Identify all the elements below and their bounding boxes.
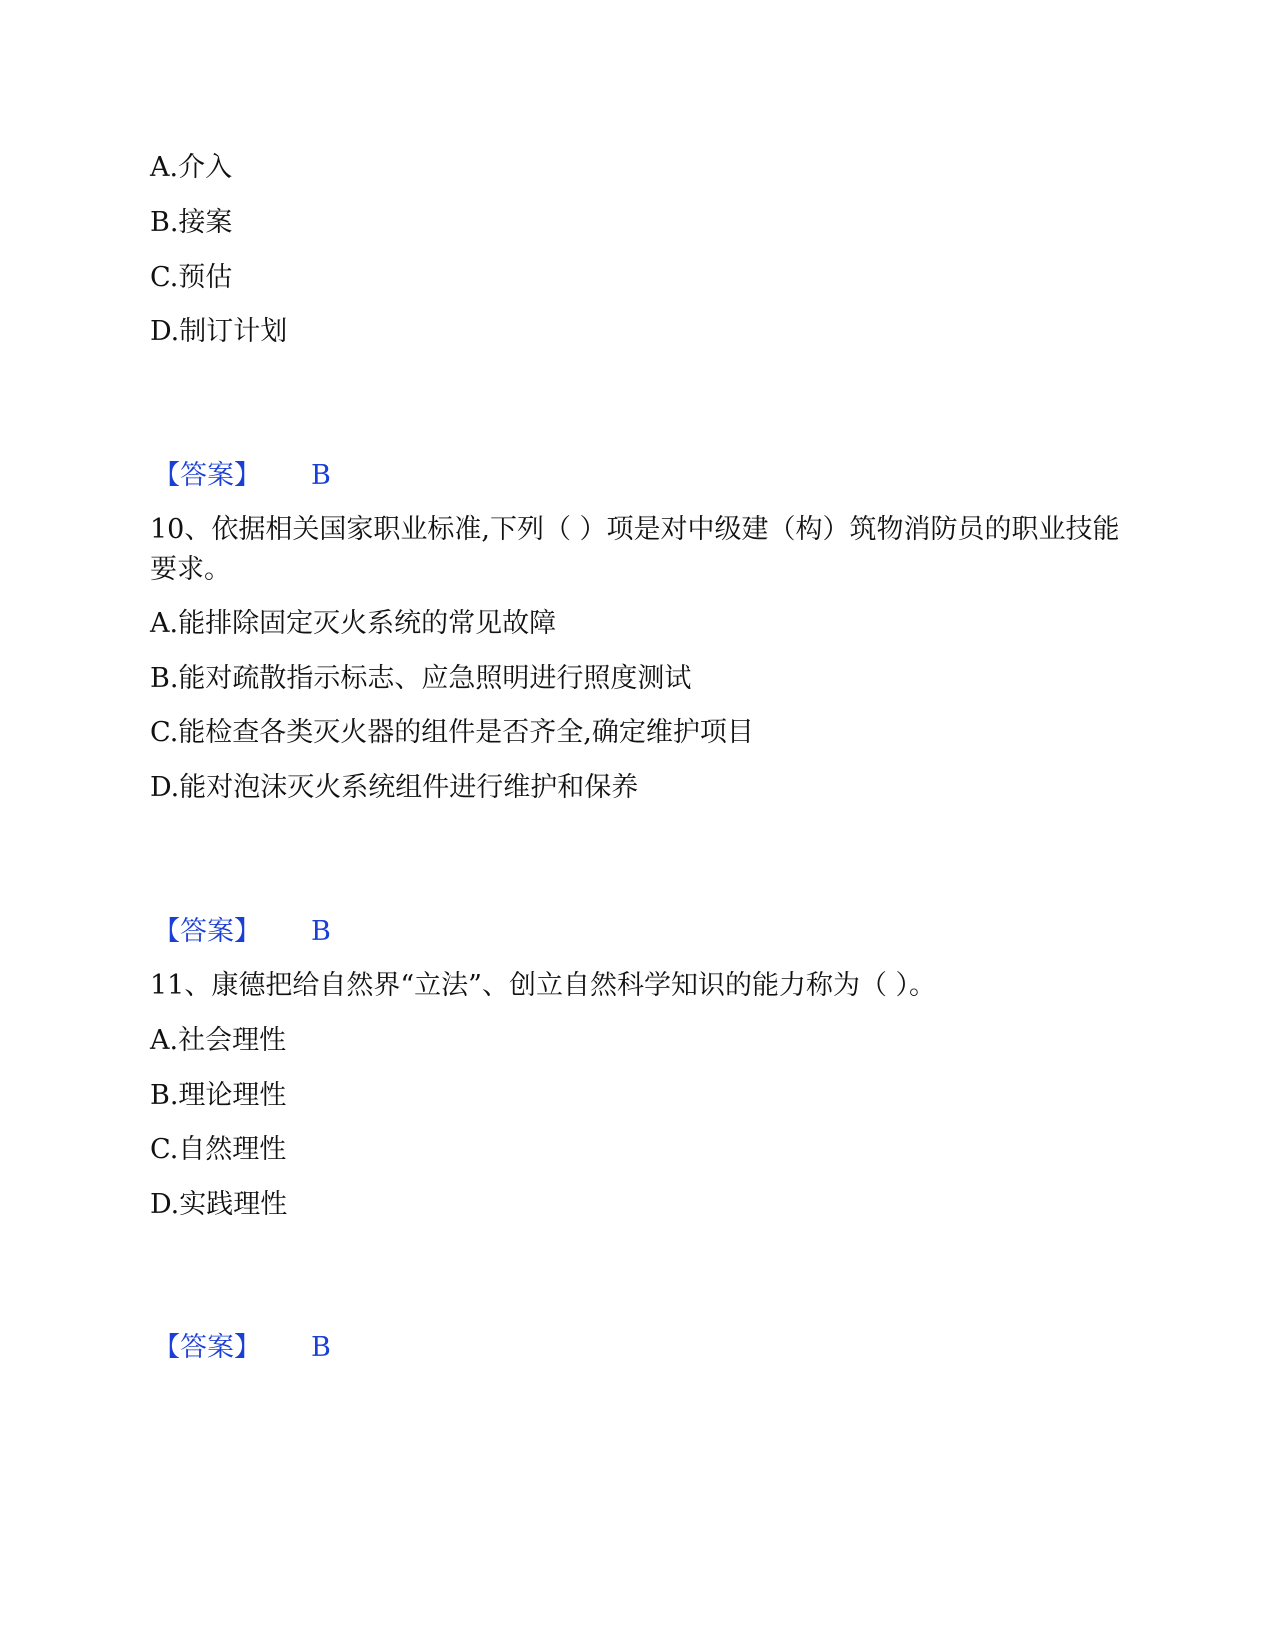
option-b: B.能对疏散指示标志、应急照明进行照度测试 [150, 663, 692, 694]
option-a: A.能排除固定灭火系统的常见故障 [150, 608, 557, 639]
answer-row [153, 456, 331, 496]
answer-value: B [311, 916, 331, 947]
answer-label: 【答案】 [153, 916, 261, 947]
answer-value: B [311, 460, 331, 491]
option-a: A.社会理性 [150, 1025, 287, 1056]
option-b: B.理论理性 [150, 1080, 287, 1111]
option-a: A.介入 [150, 152, 233, 183]
answer-row [153, 912, 331, 952]
option-d: D.制订计划 [150, 316, 288, 347]
option-c: C.预估 [150, 262, 233, 293]
option-c: C.能检查各类灭火器的组件是否齐全,确定维护项目 [150, 717, 754, 748]
question-text: 11、康德把给自然界“立法”、创立自然科学知识的能力称为（ ）。 [150, 970, 937, 1001]
question-text: 10、依据相关国家职业标准,下列（ ）项是对中级建（构）筑物消防员的职业技能要求。 [150, 514, 1120, 585]
answer-label: 【答案】 [153, 1332, 261, 1363]
answer-label: 【答案】 [153, 460, 261, 491]
answer-row [153, 1328, 331, 1368]
option-d: D.实践理性 [150, 1189, 288, 1220]
option-c: C.自然理性 [150, 1134, 287, 1165]
option-b: B.接案 [150, 207, 233, 238]
option-d: D.能对泡沫灭火系统组件进行维护和保养 [150, 772, 639, 803]
answer-value: B [311, 1332, 331, 1363]
